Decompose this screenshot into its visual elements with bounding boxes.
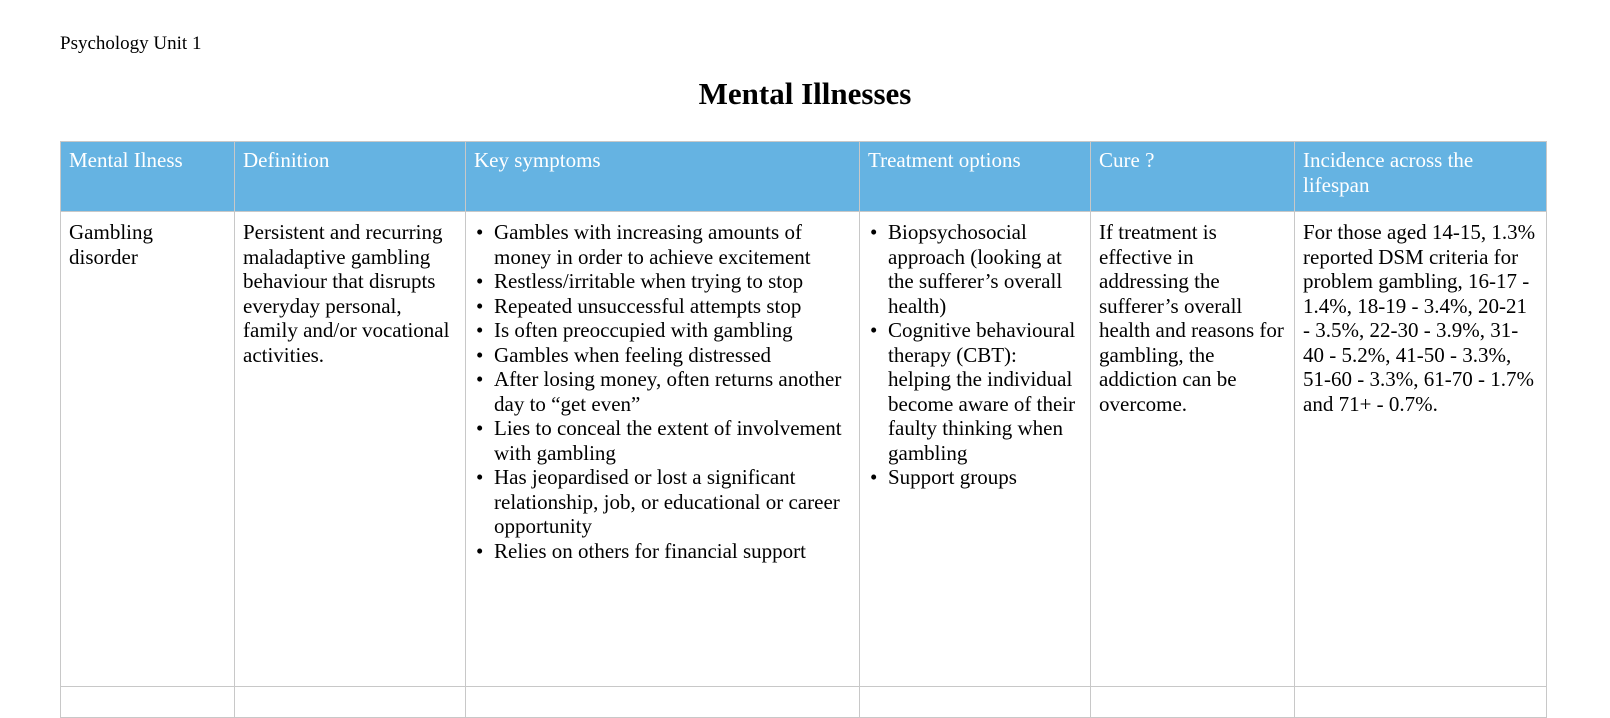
column-header-cure: Cure ? <box>1091 142 1295 212</box>
document-header-text: Psychology Unit 1 <box>60 33 202 54</box>
symptoms-list <box>474 220 851 563</box>
column-header-illness: Mental Ilness <box>61 142 235 212</box>
illness-cell: Gambling disorder <box>61 212 235 687</box>
document-title: Mental Illnesses <box>698 76 912 111</box>
treatment-item: • Biopsychosocial approach (looking at the sufferer’s overall health) <box>888 220 1082 318</box>
symptom-item: • Repeated unsuccessful attempts stop <box>494 294 851 319</box>
symptom-item: • Has jeopardised or lost a significant relationship, job, or educational or career opportunity <box>494 465 851 539</box>
empty-cell <box>860 687 1091 718</box>
table-row-empty <box>61 687 1547 718</box>
column-header-treatment-options: Treatment options <box>860 142 1091 212</box>
incidence-cell: For those aged 14-15, 1.3% reported DSM criteria for problem gambling, 16-17 - 1.4%, 18-19 - 3.4%, 20-21 - 3.5%, 22-30 - 3.9%, 31-40 - 5.2%, 41-50 - 3.3%, 51-60 - 3.3%, 61-70 - 1.7% and 71+ - 0.7%. <box>1295 212 1547 687</box>
symptoms-cell <box>466 212 860 687</box>
symptom-item: • Lies to conceal the extent of involvement with gambling <box>494 416 851 465</box>
treatment-item: • Cognitive behavioural therapy (CBT): helping the individual become aware of their faulty thinking when gambling <box>888 318 1082 465</box>
column-header-definition: Definition <box>235 142 466 212</box>
column-header-incidence: Incidence across the lifespan <box>1295 142 1547 212</box>
symptom-item: • Gambles when feeling distressed <box>494 343 851 368</box>
symptom-item: • Is often preoccupied with gambling <box>494 318 851 343</box>
treatment-item: • Support groups <box>888 465 1082 490</box>
symptom-item: • After losing money, often returns another day to “get even” <box>494 367 851 416</box>
treatment-cell <box>860 212 1091 687</box>
symptom-item: • Relies on others for financial support <box>494 539 851 564</box>
empty-cell <box>61 687 235 718</box>
table-row <box>61 212 1547 687</box>
symptom-item: • Restless/irritable when trying to stop <box>494 269 851 294</box>
empty-cell <box>1295 687 1547 718</box>
empty-cell <box>235 687 466 718</box>
empty-cell <box>1091 687 1295 718</box>
column-header-key-symptoms: Key symptoms <box>466 142 860 212</box>
treatment-list <box>868 220 1082 490</box>
cure-cell: If treatment is effective in addressing the sufferer’s overall health and reasons for gambling, the addiction can be overcome. <box>1091 212 1295 687</box>
table-header-row <box>61 142 1547 212</box>
mental-illness-table <box>60 141 1547 718</box>
definition-cell: Persistent and recurring maladaptive gambling behaviour that disrupts everyday personal, family and/or vocational activities. <box>235 212 466 687</box>
symptom-item: • Gambles with increasing amounts of money in order to achieve excitement <box>494 220 851 269</box>
empty-cell <box>466 687 860 718</box>
